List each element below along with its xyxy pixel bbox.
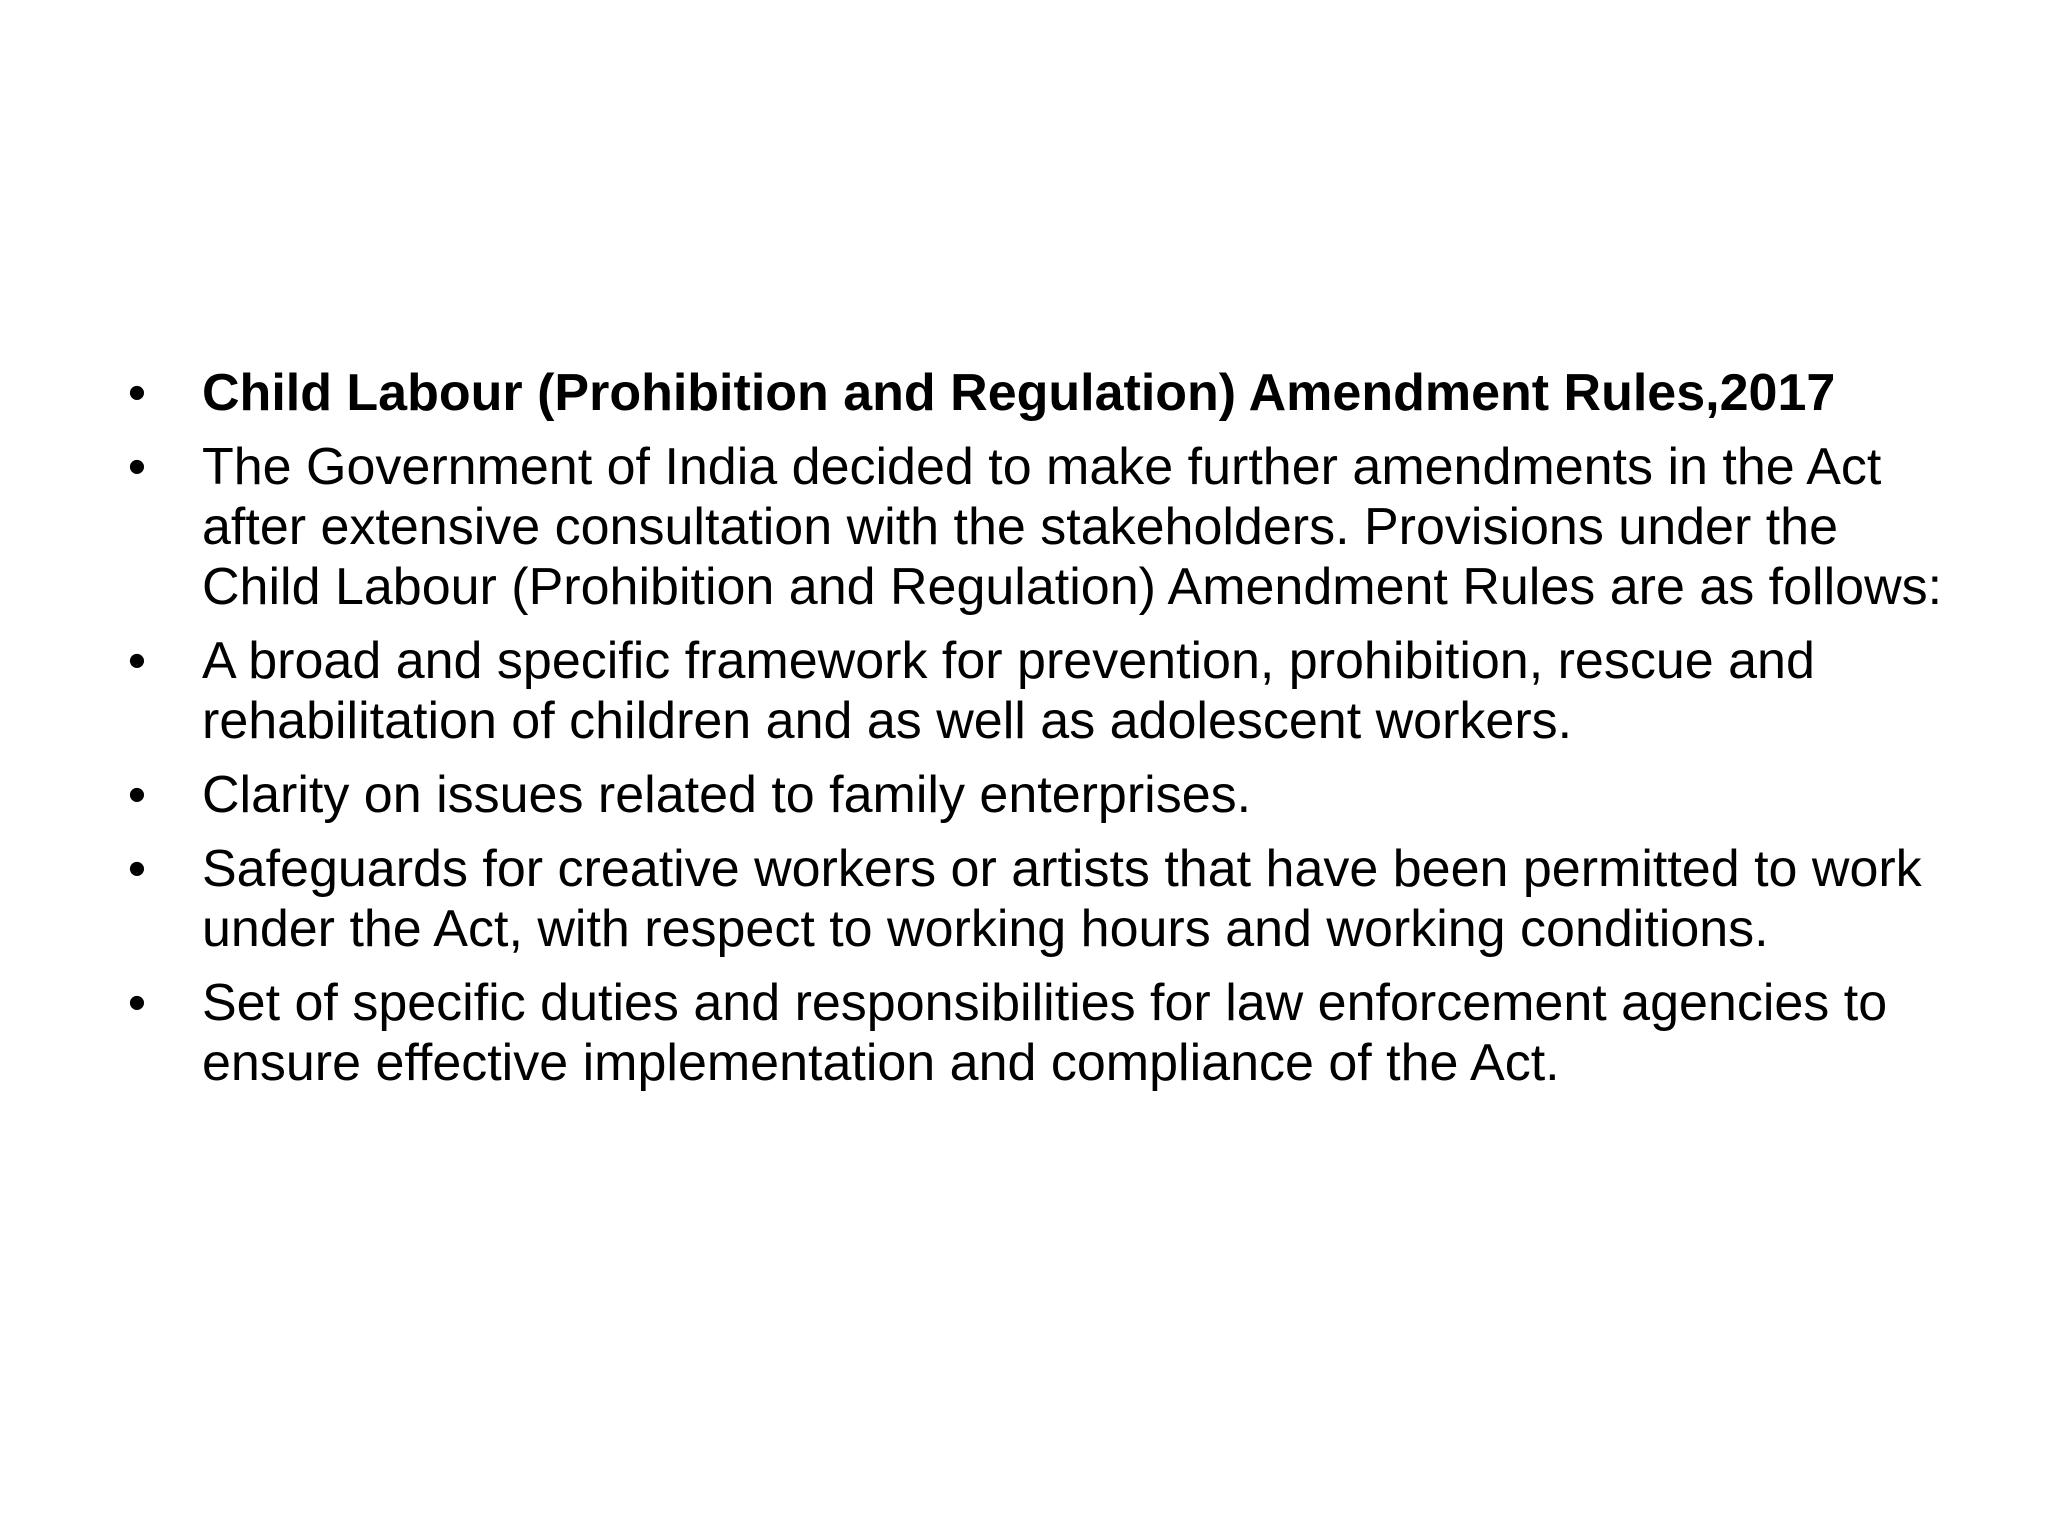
bullet-list: [122, 363, 1952, 1107]
bullet-text: Clarity on issues related to family enterprises.: [202, 766, 1252, 824]
rules-title: Child Labour (Prohibition and Regulation) Amendment Rules,2017: [202, 364, 1836, 422]
bullet-item-family-enterprises: [122, 765, 1952, 825]
bullet-text: Set of specific duties and responsibilities for law enforcement agencies to ensure effective implementation and compliance of the Act.: [202, 974, 1888, 1092]
bullet-icon: •: [127, 632, 147, 690]
bullet-text: Safeguards for creative workers or artists that have been permitted to work under the Act, with respect to working hours and working conditions.: [202, 840, 1922, 958]
bullet-item-framework: [122, 631, 1952, 751]
bullet-item-government-decision: [122, 437, 1952, 617]
bullet-text: A broad and specific framework for prevention, prohibition, rescue and rehabilitation of children and as well as adolescent workers.: [202, 632, 1815, 750]
bullet-icon: •: [127, 840, 147, 898]
bullet-icon: •: [127, 438, 147, 496]
bullet-text: The Government of India decided to make further amendments in the Act after extensive consultation with the stakeholders. Provisions under the Child Labour (Prohibition and Regulation) Amendment Rules are as follows:: [202, 438, 1943, 616]
bullet-item-title: [122, 363, 1952, 423]
bullet-item-safeguards: [122, 839, 1952, 959]
bullet-icon: •: [127, 364, 147, 422]
bullet-icon: •: [127, 974, 147, 1032]
bullet-icon: •: [127, 766, 147, 824]
bullet-item-duties: [122, 973, 1952, 1093]
